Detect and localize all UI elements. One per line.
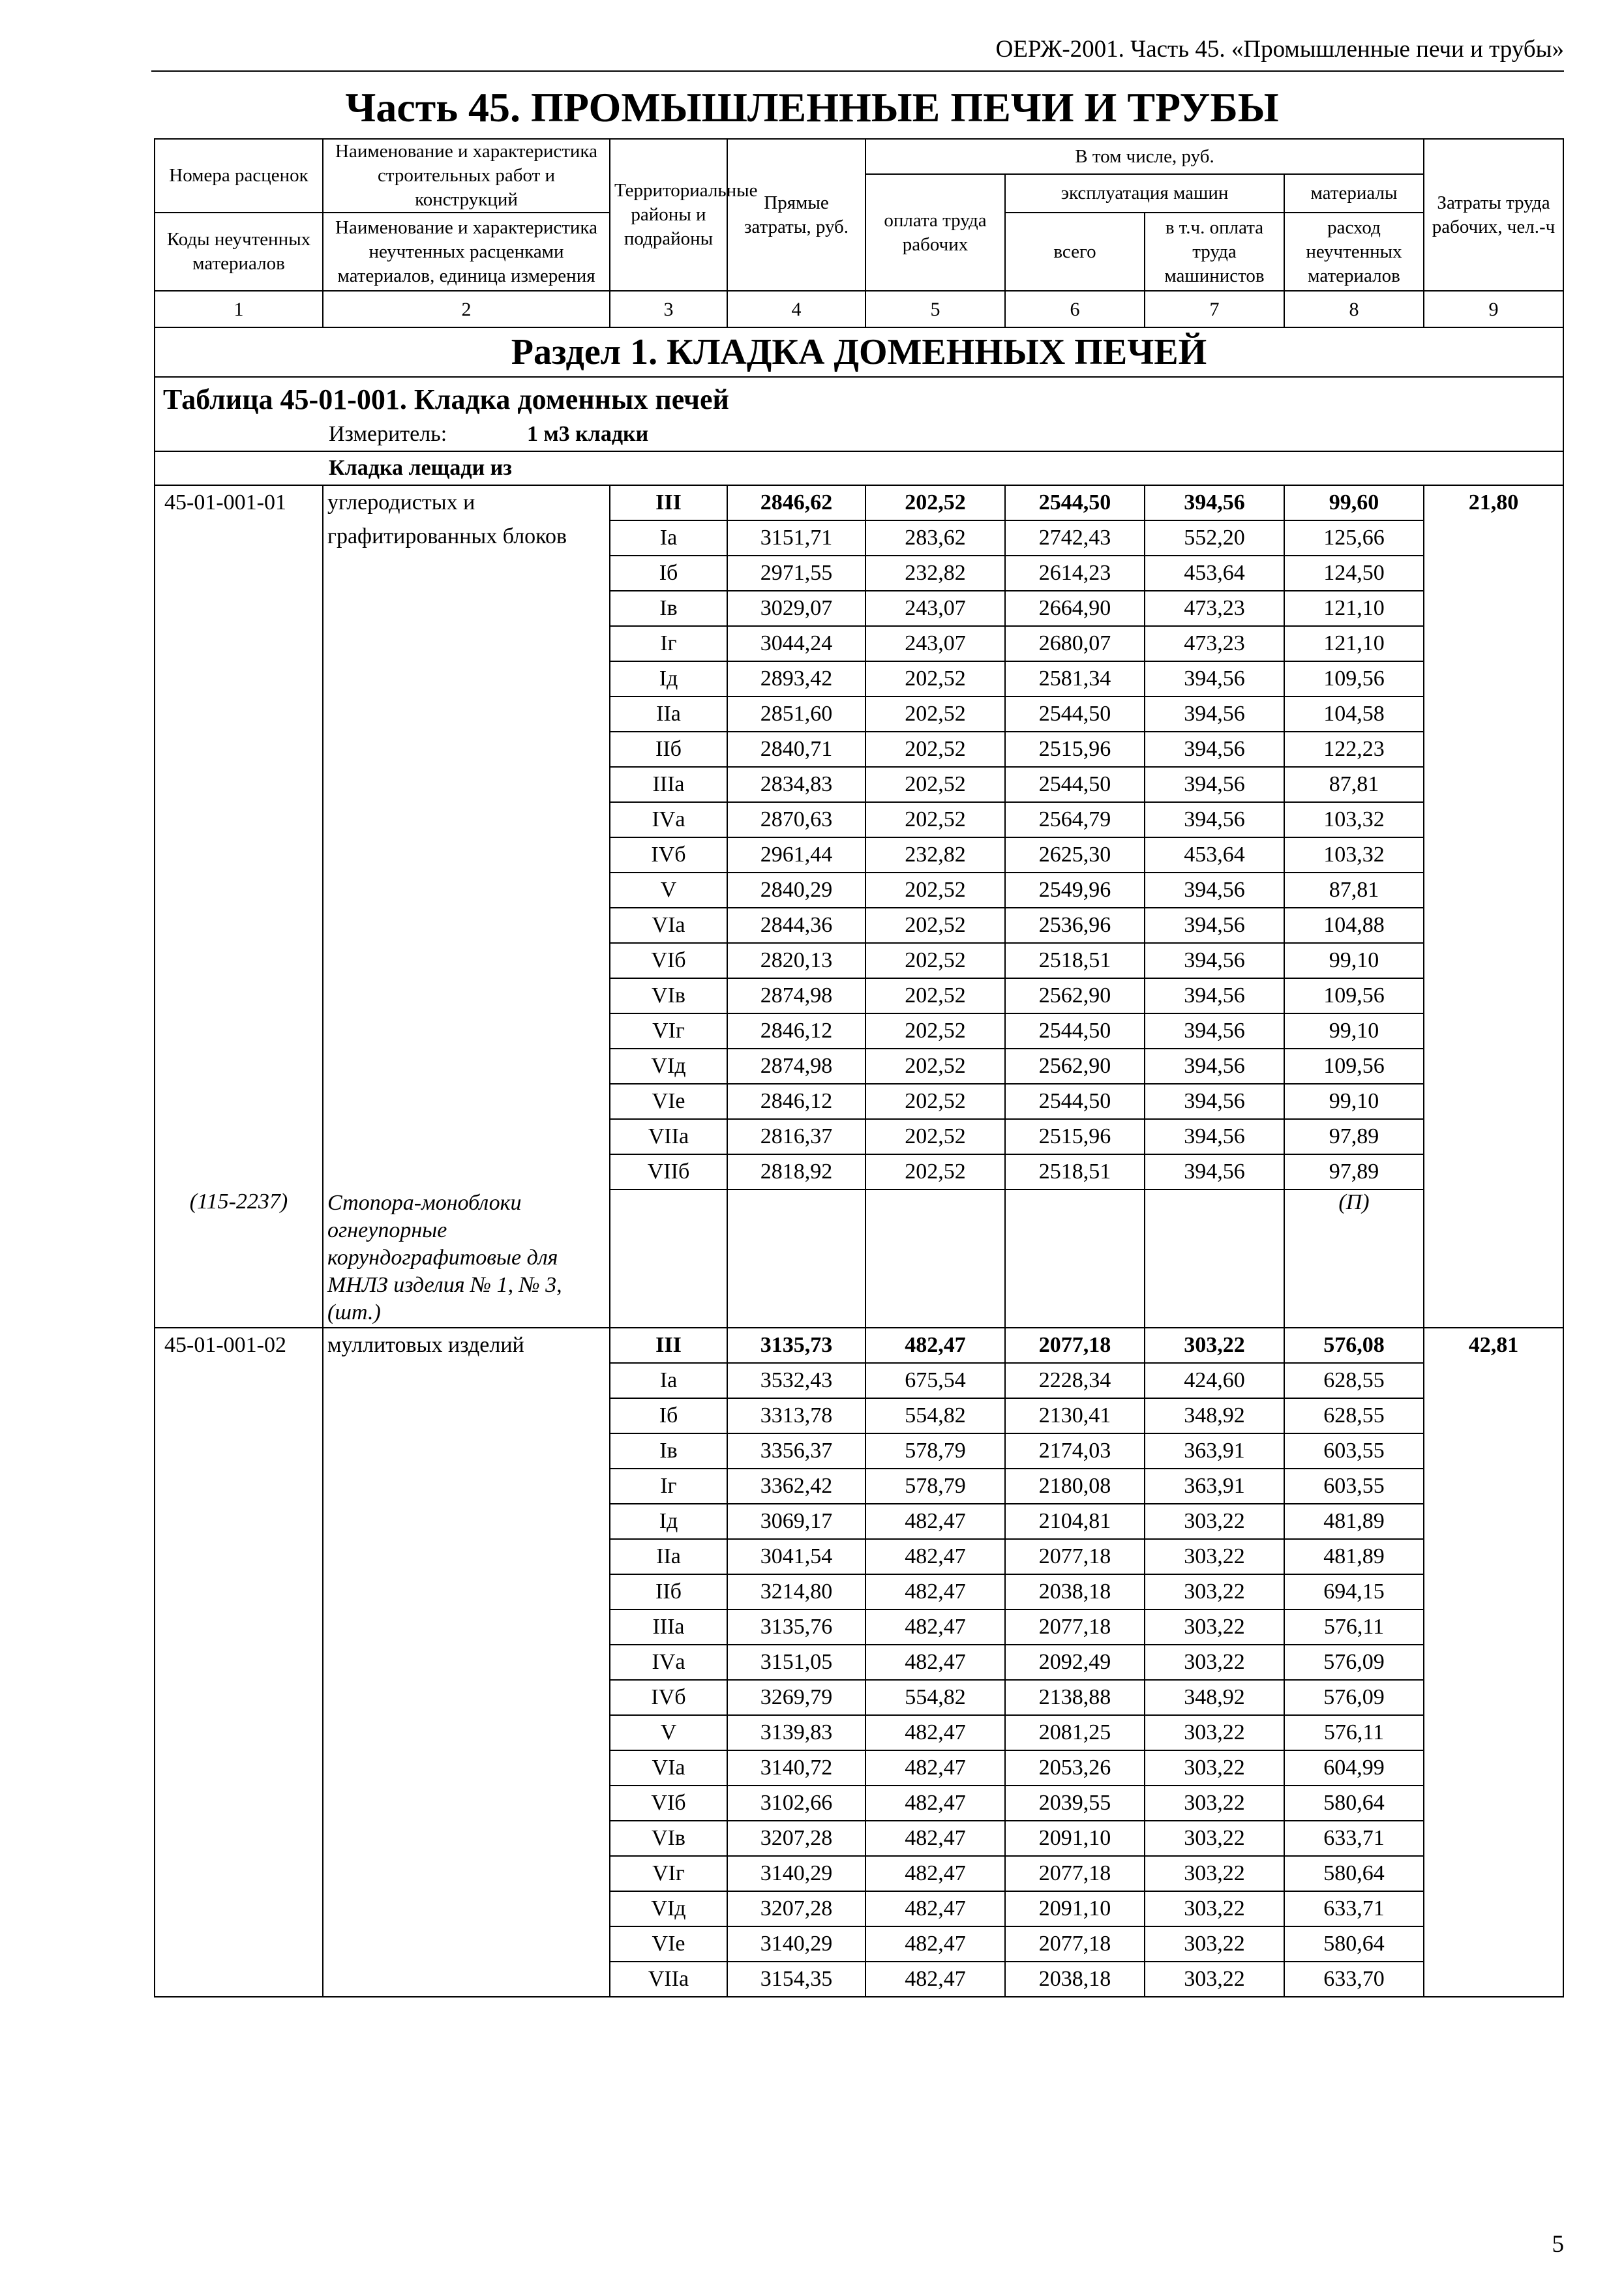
part-title: Часть 45. ПРОМЫШЛЕННЫЕ ПЕЧИ И ТРУБЫ [345, 84, 1279, 130]
header-machines: эксплуатация машин [1005, 174, 1284, 213]
machinists-wage: 303,22 [1145, 1856, 1284, 1891]
column-numbers-row [155, 291, 1563, 327]
region: VIIб [610, 1154, 727, 1189]
machines-total: 2562,90 [1005, 1049, 1145, 1084]
machines-total: 2544,50 [1005, 485, 1145, 520]
machines-total: 2038,18 [1005, 1962, 1145, 1997]
machines-total: 2174,03 [1005, 1433, 1145, 1469]
materials: 580,64 [1284, 1856, 1424, 1891]
machinists-wage: 394,56 [1145, 943, 1284, 978]
labor-wage: 202,52 [865, 1119, 1005, 1154]
machines-total: 2664,90 [1005, 591, 1145, 626]
direct-cost: 2820,13 [727, 943, 865, 978]
machines-total: 2138,88 [1005, 1680, 1145, 1715]
materials: 576,08 [1284, 1328, 1424, 1363]
direct-cost: 2840,71 [727, 732, 865, 767]
group-title: Кладка лещади из [155, 451, 1563, 485]
machines-total: 2549,96 [1005, 873, 1145, 908]
machines-total: 2536,96 [1005, 908, 1145, 943]
region: VIг [610, 1856, 727, 1891]
machines-total: 2081,25 [1005, 1715, 1145, 1750]
region: VIб [610, 943, 727, 978]
header-col3: Территориальные районы и подрайоны [610, 139, 727, 291]
region: Iд [610, 661, 727, 696]
column-number: 8 [1284, 291, 1424, 327]
materials: 481,89 [1284, 1539, 1424, 1574]
direct-cost: 2851,60 [727, 696, 865, 732]
header-col4: Прямые затраты, руб. [727, 139, 865, 291]
labor-wage: 202,52 [865, 978, 1005, 1013]
machines-total: 2518,51 [1005, 943, 1145, 978]
direct-cost: 2971,55 [727, 556, 865, 591]
direct-cost: 3207,28 [727, 1891, 865, 1926]
header-col9: Затраты труда рабочих, чел.-ч [1424, 139, 1563, 291]
empty-cell [1005, 1189, 1145, 1328]
direct-cost: 2874,98 [727, 1049, 865, 1084]
materials: 694,15 [1284, 1574, 1424, 1609]
labor-wage: 243,07 [865, 591, 1005, 626]
machines-total: 2091,10 [1005, 1891, 1145, 1926]
materials: 633,71 [1284, 1891, 1424, 1926]
machinists-wage: 303,22 [1145, 1574, 1284, 1609]
labor-wage: 482,47 [865, 1750, 1005, 1786]
materials: 604,99 [1284, 1750, 1424, 1786]
materials: 99,60 [1284, 485, 1424, 520]
region: Iг [610, 1469, 727, 1504]
region: VIе [610, 1084, 727, 1119]
region: III [610, 485, 727, 520]
materials: 104,88 [1284, 908, 1424, 943]
materials: 109,56 [1284, 1049, 1424, 1084]
table-body [155, 327, 1563, 1997]
machines-total: 2038,18 [1005, 1574, 1145, 1609]
machinists-wage: 394,56 [1145, 767, 1284, 802]
header-rule [151, 70, 1564, 72]
region: Iд [610, 1504, 727, 1539]
region: III [610, 1328, 727, 1363]
labor-hours: 42,81 [1424, 1328, 1563, 1997]
direct-cost: 3356,37 [727, 1433, 865, 1469]
direct-cost: 2840,29 [727, 873, 865, 908]
materials: 481,89 [1284, 1504, 1424, 1539]
region: IVа [610, 1645, 727, 1680]
machinists-wage: 303,22 [1145, 1891, 1284, 1926]
materials: 633,71 [1284, 1821, 1424, 1856]
empty-cell [610, 1189, 727, 1328]
header-col8: расход неучтенных материалов [1284, 213, 1424, 291]
direct-cost: 2834,83 [727, 767, 865, 802]
header-col1-top: Номера расценок [155, 139, 323, 213]
materials: 124,50 [1284, 556, 1424, 591]
materials: 99,10 [1284, 943, 1424, 978]
labor-wage: 482,47 [865, 1609, 1005, 1645]
table-header [155, 139, 1563, 327]
materials: 121,10 [1284, 591, 1424, 626]
direct-cost: 2874,98 [727, 978, 865, 1013]
labor-wage: 202,52 [865, 1049, 1005, 1084]
region: IIа [610, 1539, 727, 1574]
region: VIа [610, 908, 727, 943]
measure-value: 1 м3 кладки [527, 422, 649, 446]
region: V [610, 1715, 727, 1750]
machinists-wage: 363,91 [1145, 1433, 1284, 1469]
header-col6: всего [1005, 213, 1145, 291]
machinists-wage: 303,22 [1145, 1926, 1284, 1962]
table-row [155, 485, 1563, 520]
region: VIIа [610, 1119, 727, 1154]
materials: 580,64 [1284, 1786, 1424, 1821]
labor-wage: 202,52 [865, 908, 1005, 943]
machines-total: 2053,26 [1005, 1750, 1145, 1786]
work-name: углеродистых и графитированных блоков [323, 485, 610, 1189]
machinists-wage: 394,56 [1145, 1013, 1284, 1049]
direct-cost: 3151,71 [727, 520, 865, 556]
column-number: 4 [727, 291, 865, 327]
machinists-wage: 394,56 [1145, 696, 1284, 732]
machinists-wage: 348,92 [1145, 1680, 1284, 1715]
materials: 103,32 [1284, 802, 1424, 837]
table-title: Таблица 45-01-001. Кладка доменных печей [163, 383, 729, 415]
materials: 576,09 [1284, 1680, 1424, 1715]
labor-wage: 482,47 [865, 1328, 1005, 1363]
materials: 97,89 [1284, 1154, 1424, 1189]
header-including: В том числе, руб. [865, 139, 1424, 174]
labor-wage: 202,52 [865, 802, 1005, 837]
machinists-wage: 303,22 [1145, 1645, 1284, 1680]
region: VIIа [610, 1962, 727, 1997]
region: Iа [610, 520, 727, 556]
measure-label: Измеритель: [329, 422, 447, 446]
machinists-wage: 303,22 [1145, 1609, 1284, 1645]
materials: 125,66 [1284, 520, 1424, 556]
machines-total: 2077,18 [1005, 1328, 1145, 1363]
machines-total: 2092,49 [1005, 1645, 1145, 1680]
labor-wage: 202,52 [865, 1084, 1005, 1119]
machines-total: 2104,81 [1005, 1504, 1145, 1539]
material-consumption: (П) [1284, 1189, 1424, 1328]
region: IVа [610, 802, 727, 837]
header-col2-bottom: Наименование и характеристика неучтенных расценками материалов, единица измерения [323, 213, 610, 291]
material-code: (115-2237) [155, 1189, 323, 1328]
machinists-wage: 473,23 [1145, 591, 1284, 626]
labor-wage: 482,47 [865, 1962, 1005, 1997]
region: Iв [610, 1433, 727, 1469]
direct-cost: 3269,79 [727, 1680, 865, 1715]
machinists-wage: 394,56 [1145, 661, 1284, 696]
table-row [155, 1328, 1563, 1363]
direct-cost: 3029,07 [727, 591, 865, 626]
labor-wage: 482,47 [865, 1856, 1005, 1891]
materials: 576,11 [1284, 1715, 1424, 1750]
machinists-wage: 394,56 [1145, 978, 1284, 1013]
direct-cost: 3362,42 [727, 1469, 865, 1504]
machines-total: 2077,18 [1005, 1856, 1145, 1891]
machines-total: 2625,30 [1005, 837, 1145, 873]
direct-cost: 3044,24 [727, 626, 865, 661]
direct-cost: 3069,17 [727, 1504, 865, 1539]
materials: 99,10 [1284, 1013, 1424, 1049]
materials: 103,32 [1284, 837, 1424, 873]
machinists-wage: 394,56 [1145, 732, 1284, 767]
machines-total: 2180,08 [1005, 1469, 1145, 1504]
machines-total: 2680,07 [1005, 626, 1145, 661]
labor-wage: 482,47 [865, 1786, 1005, 1821]
machines-total: 2518,51 [1005, 1154, 1145, 1189]
machinists-wage: 453,64 [1145, 556, 1284, 591]
materials: 104,58 [1284, 696, 1424, 732]
materials: 576,11 [1284, 1609, 1424, 1645]
header-col7: в т.ч. оплата труда машинистов [1145, 213, 1284, 291]
column-number: 1 [155, 291, 323, 327]
labor-wage: 202,52 [865, 661, 1005, 696]
running-header: ОЕРЖ-2001. Часть 45. «Промышленные печи и трубы» [995, 36, 1564, 63]
materials: 121,10 [1284, 626, 1424, 661]
machines-total: 2091,10 [1005, 1821, 1145, 1856]
direct-cost: 3102,66 [727, 1786, 865, 1821]
region: VIд [610, 1891, 727, 1926]
labor-wage: 482,47 [865, 1645, 1005, 1680]
labor-wage: 202,52 [865, 732, 1005, 767]
machines-total: 2228,34 [1005, 1363, 1145, 1398]
direct-cost: 2846,62 [727, 485, 865, 520]
materials: 87,81 [1284, 767, 1424, 802]
materials: 99,10 [1284, 1084, 1424, 1119]
column-number: 2 [323, 291, 610, 327]
materials: 97,89 [1284, 1119, 1424, 1154]
column-number: 5 [865, 291, 1005, 327]
machinists-wage: 303,22 [1145, 1821, 1284, 1856]
region: VIа [610, 1750, 727, 1786]
direct-cost: 3139,83 [727, 1715, 865, 1750]
labor-wage: 578,79 [865, 1433, 1005, 1469]
machines-total: 2130,41 [1005, 1398, 1145, 1433]
region: IIIа [610, 1609, 727, 1645]
column-number: 7 [1145, 291, 1284, 327]
labor-wage: 482,47 [865, 1926, 1005, 1962]
labor-wage: 202,52 [865, 1013, 1005, 1049]
direct-cost: 3135,76 [727, 1609, 865, 1645]
labor-wage: 202,52 [865, 767, 1005, 802]
direct-cost: 3140,29 [727, 1926, 865, 1962]
materials: 576,09 [1284, 1645, 1424, 1680]
machinists-wage: 394,56 [1145, 908, 1284, 943]
machinists-wage: 394,56 [1145, 1049, 1284, 1084]
materials: 603,55 [1284, 1469, 1424, 1504]
machinists-wage: 394,56 [1145, 873, 1284, 908]
region: IIа [610, 696, 727, 732]
header-materials: материалы [1284, 174, 1424, 213]
table-title-block [155, 377, 1563, 451]
region: IIб [610, 732, 727, 767]
materials: 122,23 [1284, 732, 1424, 767]
machines-total: 2581,34 [1005, 661, 1145, 696]
machinists-wage: 552,20 [1145, 520, 1284, 556]
column-number: 6 [1005, 291, 1145, 327]
page-number: 5 [1552, 2231, 1564, 2258]
work-name: муллитовых изделий [323, 1328, 610, 1997]
direct-cost: 3214,80 [727, 1574, 865, 1609]
machines-total: 2544,50 [1005, 767, 1145, 802]
direct-cost: 2893,42 [727, 661, 865, 696]
machinists-wage: 394,56 [1145, 802, 1284, 837]
labor-wage: 243,07 [865, 626, 1005, 661]
materials: 580,64 [1284, 1926, 1424, 1962]
direct-cost: 3532,43 [727, 1363, 865, 1398]
direct-cost: 2846,12 [727, 1013, 865, 1049]
labor-wage: 482,47 [865, 1715, 1005, 1750]
materials: 628,55 [1284, 1363, 1424, 1398]
material-row [155, 1189, 1563, 1328]
rate-code: 45-01-001-01 [155, 485, 323, 1189]
price-table [154, 138, 1564, 1997]
empty-cell [1145, 1189, 1284, 1328]
machines-total: 2077,18 [1005, 1609, 1145, 1645]
rate-code: 45-01-001-02 [155, 1328, 323, 1997]
region: VIв [610, 1821, 727, 1856]
machinists-wage: 303,22 [1145, 1715, 1284, 1750]
direct-cost: 3041,54 [727, 1539, 865, 1574]
machines-total: 2515,96 [1005, 732, 1145, 767]
direct-cost: 2870,63 [727, 802, 865, 837]
labor-wage: 202,52 [865, 943, 1005, 978]
region: Iв [610, 591, 727, 626]
labor-hours: 21,80 [1424, 485, 1563, 1328]
region: IIб [610, 1574, 727, 1609]
region: Iб [610, 1398, 727, 1433]
machines-total: 2614,23 [1005, 556, 1145, 591]
labor-wage: 482,47 [865, 1539, 1005, 1574]
machinists-wage: 303,22 [1145, 1328, 1284, 1363]
machines-total: 2544,50 [1005, 1084, 1145, 1119]
region: Iа [610, 1363, 727, 1398]
header-col1-bottom: Коды неучтенных материалов [155, 213, 323, 291]
machinists-wage: 303,22 [1145, 1539, 1284, 1574]
direct-cost: 2844,36 [727, 908, 865, 943]
materials: 109,56 [1284, 661, 1424, 696]
labor-wage: 283,62 [865, 520, 1005, 556]
labor-wage: 675,54 [865, 1363, 1005, 1398]
machines-total: 2077,18 [1005, 1539, 1145, 1574]
labor-wage: 202,52 [865, 1154, 1005, 1189]
materials: 87,81 [1284, 873, 1424, 908]
labor-wage: 482,47 [865, 1574, 1005, 1609]
labor-wage: 482,47 [865, 1504, 1005, 1539]
direct-cost: 2818,92 [727, 1154, 865, 1189]
region: IIIа [610, 767, 727, 802]
labor-wage: 578,79 [865, 1469, 1005, 1504]
region: IVб [610, 1680, 727, 1715]
machinists-wage: 303,22 [1145, 1962, 1284, 1997]
machinists-wage: 303,22 [1145, 1504, 1284, 1539]
machinists-wage: 394,56 [1145, 1119, 1284, 1154]
region: IVб [610, 837, 727, 873]
machines-total: 2544,50 [1005, 696, 1145, 732]
region: VIг [610, 1013, 727, 1049]
header-col2-top: Наименование и характеристика строительных работ и конструкций [323, 139, 610, 213]
region: VIе [610, 1926, 727, 1962]
materials: 633,70 [1284, 1962, 1424, 1997]
machinists-wage: 348,92 [1145, 1398, 1284, 1433]
direct-cost: 3135,73 [727, 1328, 865, 1363]
header-col5: оплата труда рабочих [865, 174, 1005, 291]
direct-cost: 2846,12 [727, 1084, 865, 1119]
machines-total: 2039,55 [1005, 1786, 1145, 1821]
direct-cost: 3140,29 [727, 1856, 865, 1891]
direct-cost: 3151,05 [727, 1645, 865, 1680]
labor-wage: 554,82 [865, 1398, 1005, 1433]
direct-cost: 2961,44 [727, 837, 865, 873]
column-number: 3 [610, 291, 727, 327]
region: Iг [610, 626, 727, 661]
region: VIв [610, 978, 727, 1013]
machinists-wage: 303,22 [1145, 1750, 1284, 1786]
empty-cell [727, 1189, 865, 1328]
section-title: Раздел 1. КЛАДКА ДОМЕННЫХ ПЕЧЕЙ [155, 327, 1563, 377]
material-name: Стопора-моноблоки огнеупорные корундографитовые для МНЛЗ изделия № 1, № 3, (шт.) [323, 1189, 610, 1328]
machinists-wage: 363,91 [1145, 1469, 1284, 1504]
machinists-wage: 394,56 [1145, 1154, 1284, 1189]
machinists-wage: 453,64 [1145, 837, 1284, 873]
region: VIб [610, 1786, 727, 1821]
region: Iб [610, 556, 727, 591]
machines-total: 2742,43 [1005, 520, 1145, 556]
machinists-wage: 394,56 [1145, 485, 1284, 520]
materials: 603,55 [1284, 1433, 1424, 1469]
labor-wage: 232,82 [865, 556, 1005, 591]
direct-cost: 2816,37 [727, 1119, 865, 1154]
machines-total: 2562,90 [1005, 978, 1145, 1013]
machinists-wage: 394,56 [1145, 1084, 1284, 1119]
labor-wage: 482,47 [865, 1821, 1005, 1856]
direct-cost: 3313,78 [727, 1398, 865, 1433]
machines-total: 2077,18 [1005, 1926, 1145, 1962]
direct-cost: 3207,28 [727, 1821, 865, 1856]
labor-wage: 482,47 [865, 1891, 1005, 1926]
materials: 628,55 [1284, 1398, 1424, 1433]
machines-total: 2515,96 [1005, 1119, 1145, 1154]
region: V [610, 873, 727, 908]
empty-cell [865, 1189, 1005, 1328]
column-number: 9 [1424, 291, 1563, 327]
direct-cost: 3140,72 [727, 1750, 865, 1786]
labor-wage: 554,82 [865, 1680, 1005, 1715]
materials: 109,56 [1284, 978, 1424, 1013]
machinists-wage: 303,22 [1145, 1786, 1284, 1821]
labor-wage: 202,52 [865, 485, 1005, 520]
labor-wage: 202,52 [865, 873, 1005, 908]
machines-total: 2564,79 [1005, 802, 1145, 837]
machines-total: 2544,50 [1005, 1013, 1145, 1049]
region: VIд [610, 1049, 727, 1084]
machinists-wage: 473,23 [1145, 626, 1284, 661]
direct-cost: 3154,35 [727, 1962, 865, 1997]
labor-wage: 232,82 [865, 837, 1005, 873]
machinists-wage: 424,60 [1145, 1363, 1284, 1398]
labor-wage: 202,52 [865, 696, 1005, 732]
